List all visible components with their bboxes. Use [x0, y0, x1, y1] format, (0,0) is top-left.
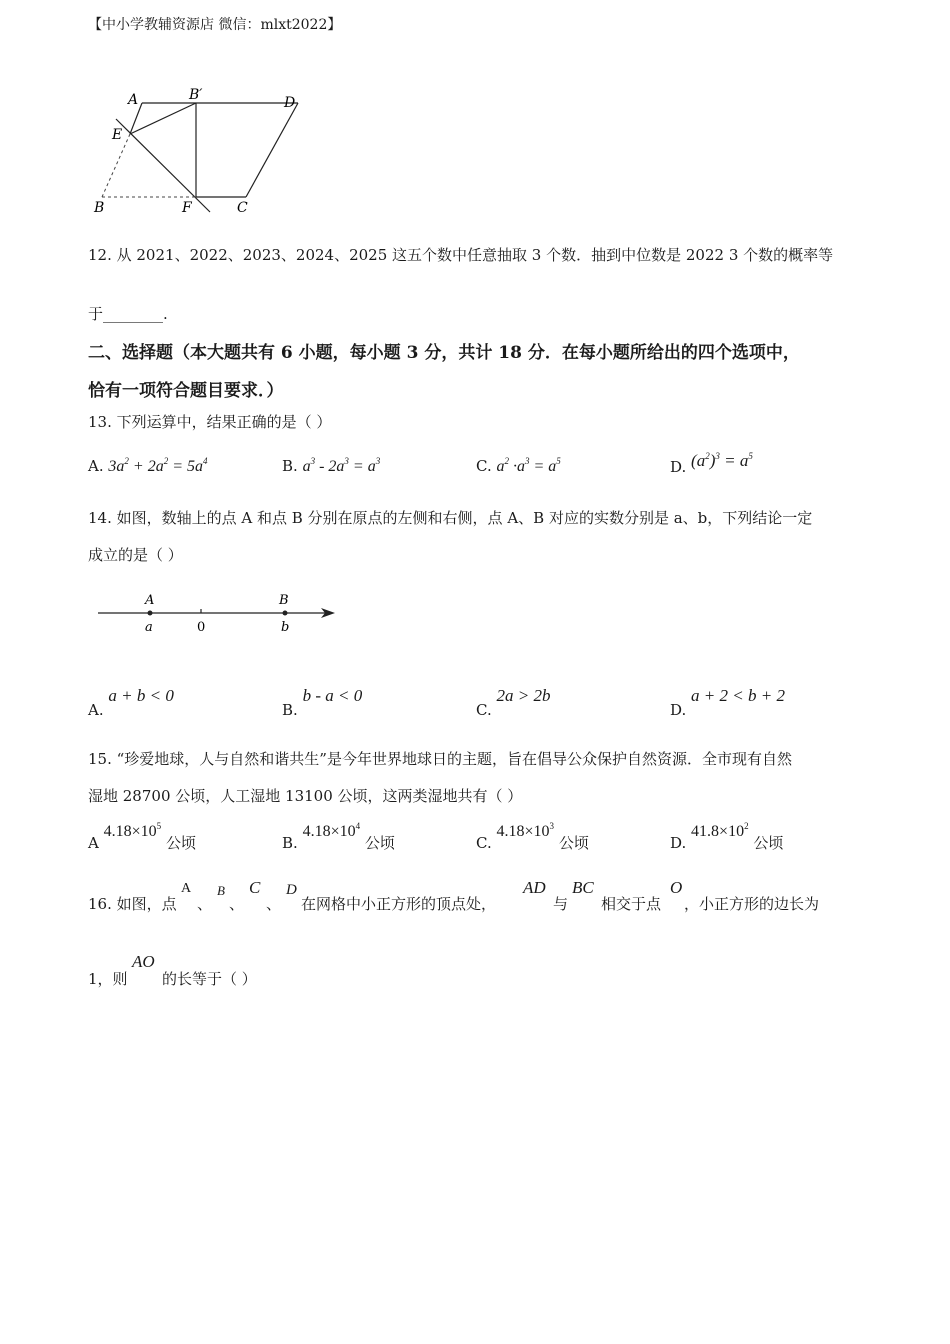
point-a	[148, 611, 153, 616]
q16-l2b: 的长等于（ ）	[162, 970, 257, 988]
option-letter: A.	[88, 457, 104, 475]
option-letter: D.	[670, 701, 687, 719]
page-header: 【中小学教辅资源店 微信：mlxt2022】	[88, 17, 342, 33]
label-a: A	[128, 92, 139, 108]
label-point-a: A	[145, 593, 155, 608]
q16-sep3: 、	[266, 895, 282, 913]
q15-option-d[interactable]: D. $41.8\times 10^2$ 公顷	[670, 821, 784, 852]
label-point-b: B	[279, 593, 289, 608]
q15-stem-line2: 湿地 28700 公顷，人工湿地 13100 公顷，这两类湿地共有（ ）	[88, 787, 523, 805]
q14-stem-line1: 14. 如图，数轴上的点 A 和点 B 分别在原点的左侧和右侧，点 A、B 对应的实数分别是 a、b，下列结论一定	[88, 509, 813, 527]
option-letter: B.	[282, 457, 298, 475]
q16-p2: 在网格中小正方形的顶点处，	[301, 895, 497, 913]
q16-p4: ，小正方形的边长为	[684, 895, 820, 913]
label-d: D	[284, 95, 296, 111]
q12-blank-line: 于________.	[88, 305, 168, 323]
label-value-a: a	[145, 620, 153, 635]
label-value-b: b	[281, 620, 290, 635]
q16-segment-bc: BC	[572, 878, 594, 897]
option-letter: D.	[670, 458, 687, 476]
q16-point-b: B	[217, 883, 225, 898]
option-letter: D.	[670, 834, 687, 852]
q16-p3: 相交于点	[601, 895, 662, 913]
section-heading-line2: 恰有一项符合题目要求．）	[88, 381, 284, 401]
geometry-figure	[90, 84, 320, 219]
q16-point-a: A	[181, 881, 192, 896]
label-e: E	[112, 127, 123, 143]
option-letter: C.	[476, 457, 492, 475]
q15-option-a[interactable]: A $4.18\times 10^5$ 公顷	[88, 821, 196, 852]
q16-p1: 16. 如图，点	[88, 895, 177, 913]
q16-sep1: 、	[197, 895, 213, 913]
q16-segment-ad: AD	[523, 878, 546, 897]
label-b: B	[94, 200, 105, 216]
option-letter: A.	[88, 701, 104, 719]
q13-stem: 13. 下列运算中，结果正确的是（ ）	[88, 413, 332, 431]
q16-point-c: C	[249, 878, 261, 897]
option-letter: A	[88, 834, 99, 852]
section-heading-line1: 二、选择题（本大题共有 6 小题，每小题 3 分，共计 18 分．在每小题所给出的四个选项中，	[88, 343, 800, 363]
option-letter: C.	[476, 701, 492, 719]
q13-option-b[interactable]: B. $a^3 - 2a^3 = a^3$	[282, 456, 381, 475]
q15-option-b[interactable]: B. $4.18\times 10^4$ 公顷	[282, 821, 395, 852]
segment-dc	[246, 103, 298, 197]
q14-option-c[interactable]: C. 2a > 2b	[476, 686, 551, 719]
option-letter: B.	[282, 701, 298, 719]
q12-text: 12. 从 2021、2022、2023、2024、2025 这五个数中任意抽取 3 个数．抽到中位数是 2022 3 个数的概率等	[88, 246, 834, 264]
q13-option-c[interactable]: C. $a^2 \cdot a^3 = a^5$	[476, 456, 561, 475]
q13-option-d[interactable]: D. $(a^2)^3 = a^5$	[670, 451, 753, 476]
q13-option-a[interactable]: A. $3a^2 + 2a^2 = 5a^4$	[88, 456, 208, 475]
option-letter: C.	[476, 834, 492, 852]
q16-sep2: 、	[229, 895, 245, 913]
label-origin: 0	[197, 620, 206, 635]
option-letter: B.	[282, 834, 298, 852]
label-f: F	[182, 200, 192, 216]
dashed-eb	[102, 134, 130, 197]
point-b	[283, 611, 288, 616]
q14-option-d[interactable]: D. a + 2 < b + 2	[670, 686, 785, 719]
q15-stem-line1: 15. “珍爱地球，人与自然和谐共生”是今年世界地球日的主题，旨在倡导公众保护自然资源．全市现有自然	[88, 750, 792, 768]
q14-stem-line2: 成立的是（ ）	[88, 546, 183, 564]
label-c: C	[237, 200, 248, 216]
number-line	[95, 588, 340, 638]
q16-l2a: 1，则	[88, 970, 128, 988]
q16-yu: 与	[553, 895, 569, 913]
label-b-prime: B′	[189, 87, 203, 103]
q14-option-a[interactable]: A. a + b < 0	[88, 686, 174, 719]
q16-segment-ao: AO	[132, 952, 155, 971]
q15-option-c[interactable]: C. $4.18\times 10^3$ 公顷	[476, 821, 589, 852]
q16-point-o: O	[670, 878, 683, 897]
q14-option-b[interactable]: B. b - a < 0	[282, 686, 363, 719]
q16-point-d: D	[286, 882, 297, 898]
